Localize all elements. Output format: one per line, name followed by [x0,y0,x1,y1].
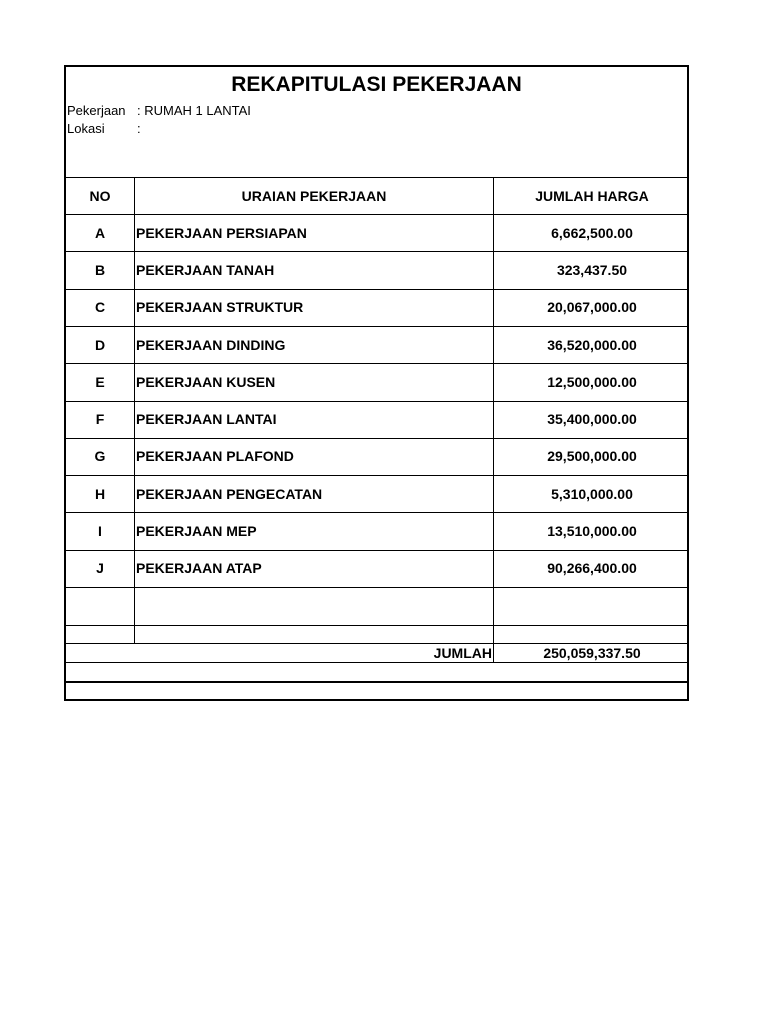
meta-lokasi-value: : [137,121,141,136]
table-row [66,438,687,475]
total-label: JUMLAH [433,644,492,661]
meta-pekerjaan [67,103,251,119]
recap-sheet [64,65,689,701]
table-row [66,512,687,549]
table-rule [66,587,687,588]
table-row [66,550,687,587]
row-no: B [94,261,106,278]
row-amount: 20,067,000.00 [547,299,637,316]
header-no: NO [89,187,111,204]
row-amount: 29,500,000.00 [547,448,637,465]
row-no: G [94,448,106,465]
row-description: PEKERJAAN TANAH [136,261,275,278]
row-description: PEKERJAAN KUSEN [136,373,276,390]
row-description: PEKERJAAN MEP [136,523,257,540]
table-row [66,401,687,438]
table-row [66,363,687,400]
row-amount: 6,662,500.00 [551,224,633,241]
row-description: PEKERJAAN PERSIAPAN [136,224,307,241]
table-rule [66,662,687,663]
row-description: PEKERJAAN STRUKTUR [136,299,304,316]
row-amount: 12,500,000.00 [547,373,637,390]
row-description: PEKERJAAN PLAFOND [136,448,294,465]
meta-pekerjaan-label: Pekerjaan [67,103,126,118]
row-no: J [96,560,104,577]
table-rule [66,625,687,626]
meta-pekerjaan-value: : RUMAH 1 LANTAI [137,103,251,118]
table-rule [66,681,687,683]
header-amount: JUMLAH HARGA [535,187,649,204]
row-no: H [94,485,106,502]
meta-lokasi [67,121,141,137]
total-amount: 250,059,337.50 [543,644,641,661]
row-no: E [95,373,105,390]
row-amount: 13,510,000.00 [547,523,637,540]
row-amount: 36,520,000.00 [547,336,637,353]
document-title: REKAPITULASI PEKERJAAN [231,73,522,96]
table-row [66,289,687,326]
row-description: PEKERJAAN LANTAI [136,411,277,428]
table-row [66,251,687,288]
row-no: C [94,299,106,316]
table-row [66,326,687,363]
row-no: A [94,224,106,241]
row-no: F [95,411,105,428]
row-amount: 5,310,000.00 [551,485,633,502]
row-no: D [94,336,106,353]
row-no: I [98,523,102,540]
header-description: URAIAN PEKERJAAN [241,187,387,204]
meta-lokasi-label: Lokasi [67,121,105,136]
table-row [66,475,687,512]
row-amount: 35,400,000.00 [547,411,637,428]
row-description: PEKERJAAN DINDING [136,336,286,353]
row-amount: 323,437.50 [556,261,628,278]
row-amount: 90,266,400.00 [547,560,637,577]
table-row [66,214,687,251]
row-description: PEKERJAAN PENGECATAN [136,485,323,502]
row-description: PEKERJAAN ATAP [136,560,262,577]
